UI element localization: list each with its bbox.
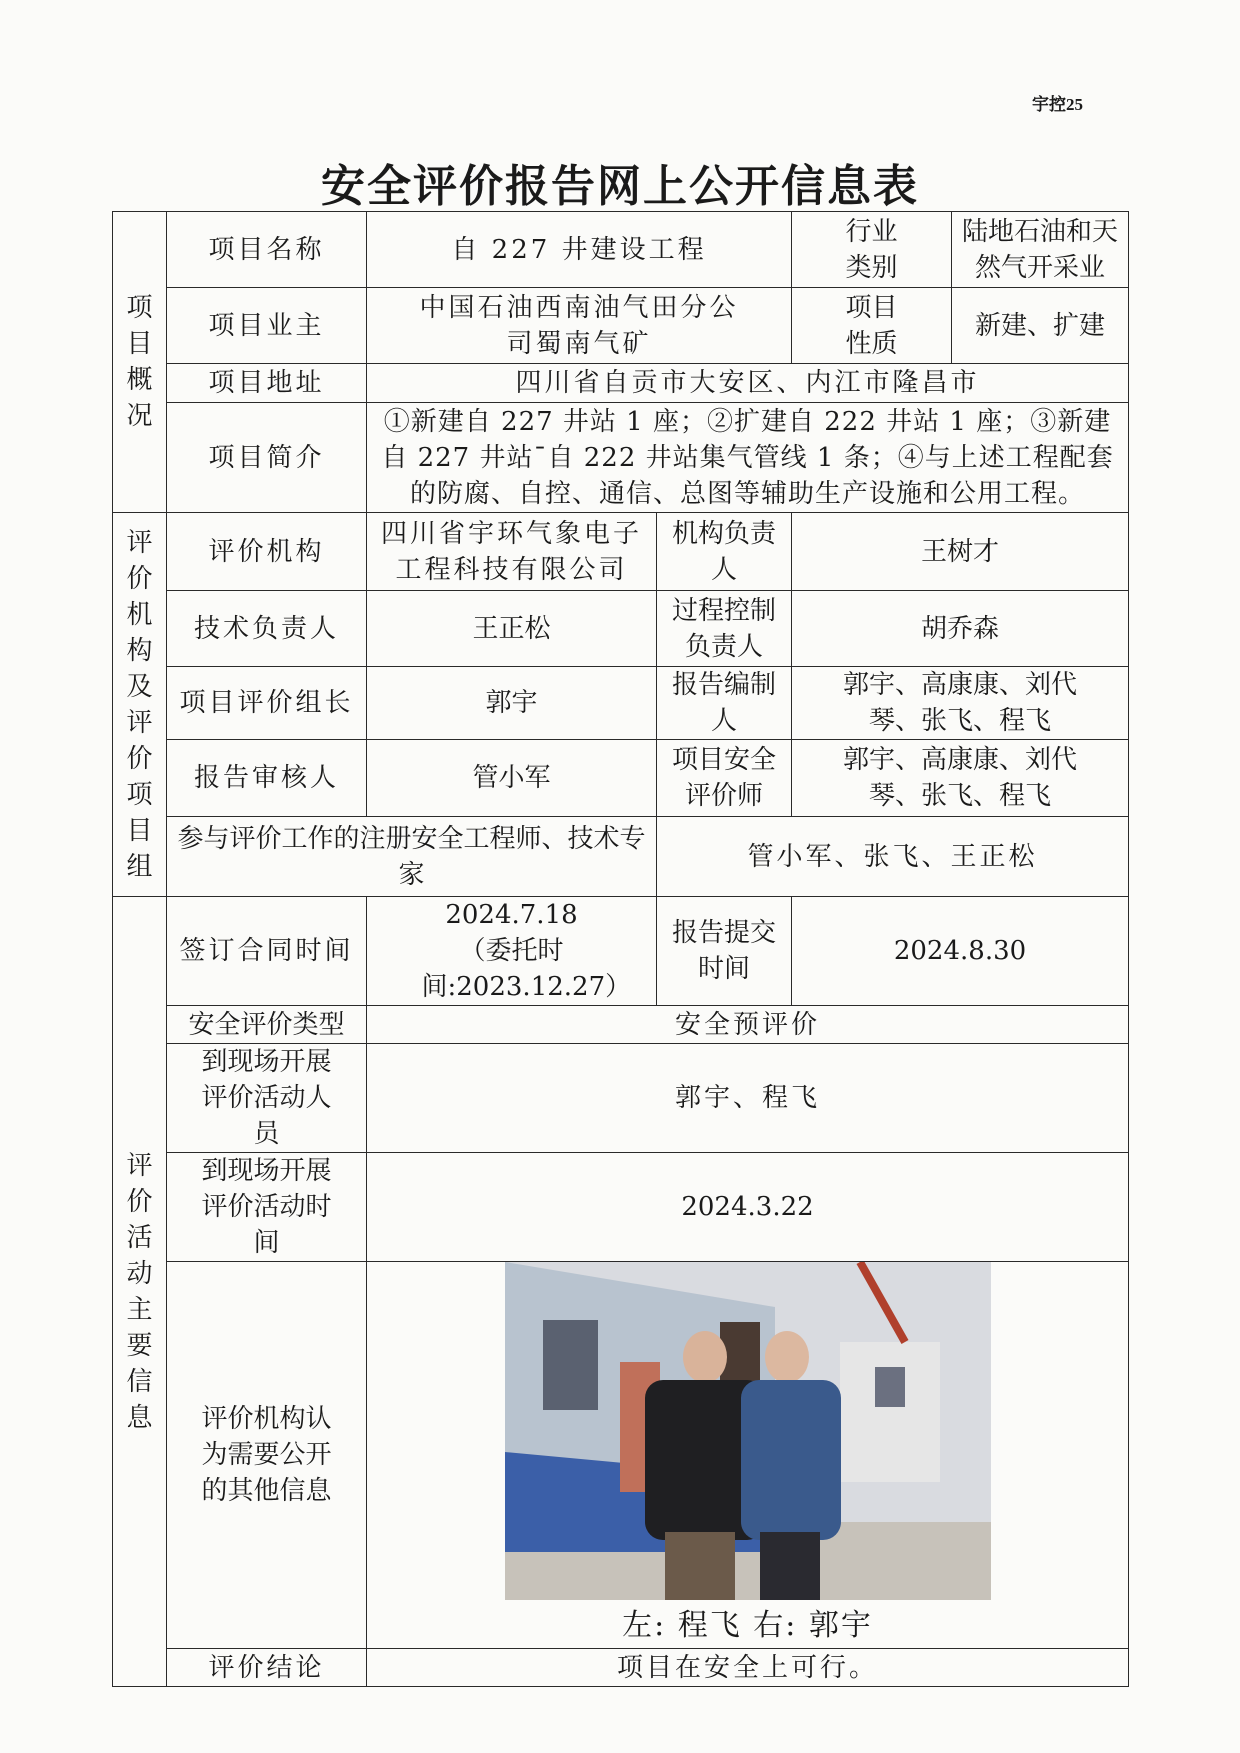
label-eval-type: 安全评价类型 [167,1006,367,1044]
value-site-staff: 郭宇、程飞 [367,1044,1129,1153]
value-conclusion: 项目在安全上可行。 [367,1649,1129,1687]
value-owner: 中国石油西南油气田分公司蜀南气矿 [367,288,792,364]
value-engineers: 管小军、张飞、王正松 [657,817,1129,897]
value-address: 四川省自贡市大安区、内江市隆昌市 [367,364,1129,403]
value-nature: 新建、扩建 [952,288,1129,364]
row-address [113,364,1129,403]
label-team-leader: 项目评价组长 [167,667,367,740]
row-site-staff [113,1044,1129,1153]
section-activity [113,897,167,1687]
label-nature: 项目性质 [792,288,952,364]
row-eval-type [113,1006,1129,1044]
photo-window-right [875,1367,905,1407]
value-agency-head: 王树才 [792,513,1129,591]
document-code: 宇控25 [1032,95,1083,114]
row-other-info [113,1262,1129,1649]
value-eval-type: 安全预评价 [367,1006,1129,1044]
label-site-staff: 到现场开展评价活动人员 [167,1044,367,1153]
page-title: 安全评价报告网上公开信息表 [321,161,919,212]
value-team-leader: 郭宇 [367,667,657,740]
row-team-leader [113,667,1129,740]
label-other-info: 评价机构认为需要公开的其他信息 [167,1262,367,1649]
label-address: 项目地址 [167,364,367,403]
label-safety-assessor: 项目安全评价师 [657,740,792,817]
label-brief: 项目简介 [167,403,367,513]
row-reviewer [113,740,1129,817]
photo-container-right [840,1342,940,1482]
row-owner [113,288,1129,364]
label-report-writer: 报告编制人 [657,667,792,740]
value-project-name: 自 227 井建设工程 [367,212,792,288]
photo-person-left-legs [665,1532,735,1600]
row-brief [113,403,1129,513]
value-site-time: 2024.3.22 [367,1153,1129,1262]
photo-window [543,1320,598,1410]
row-engineers [113,817,1129,897]
value-reviewer: 管小军 [367,740,657,817]
label-agency-head: 机构负责人 [657,513,792,591]
label-tech-head: 技术负责人 [167,591,367,667]
row-conclusion [113,1649,1129,1687]
section-overview [113,212,167,513]
row-project-name [113,212,1129,288]
value-agency: 四川省宇环气象电子工程科技有限公司 [367,513,657,591]
row-agency [113,513,1129,591]
value-industry: 陆地石油和天然气开采业 [952,212,1129,288]
value-other-info [367,1262,1129,1649]
label-site-time: 到现场开展评价活动时间 [167,1153,367,1262]
label-industry: 行业类别 [792,212,952,288]
label-engineers: 参与评价工作的注册安全工程师、技术专家 [167,817,657,897]
row-contract [113,897,1129,1006]
value-safety-assessor: 郭宇、高康康、刘代琴、张飞、程飞 [792,740,1129,817]
info-table [112,211,1129,1687]
label-reviewer: 报告审核人 [167,740,367,817]
row-tech-head [113,591,1129,667]
photo-person-right-body [741,1380,841,1540]
entrust-time: （委托时间:2023.12.27） [421,936,632,1002]
value-tech-head: 王正松 [367,591,657,667]
site-photo [505,1262,991,1600]
contract-date: 2024.7.18 [445,900,578,930]
value-brief: ①新建自 227 井站 1 座；②扩建自 222 井站 1 座；③新建自 227 井站¯自 222 井站集气管线 1 条；④与上述工程配套的防腐、自控、通信、总图等辅助生产设施和公用工程。 [367,403,1129,513]
photo-person-right-legs [760,1532,820,1600]
value-process-head: 胡乔森 [792,591,1129,667]
photo-person-left-head [683,1331,727,1383]
photo-caption: 左: 程飞 右: 郭宇 [622,1608,873,1643]
label-project-name: 项目名称 [167,212,367,288]
label-contract-time: 签订合同时间 [167,897,367,1006]
label-agency: 评价机构 [167,513,367,591]
section-agency-label: 评价机构及评价项目组 [126,527,153,882]
section-agency [113,513,167,897]
label-conclusion: 评价结论 [167,1649,367,1687]
value-submit-time: 2024.8.30 [792,897,1129,1006]
section-overview-label: 项目概况 [126,293,153,431]
row-site-time [113,1153,1129,1262]
value-contract-time [367,897,657,1006]
label-submit-time: 报告提交时间 [657,897,792,1006]
label-process-head: 过程控制负责人 [657,591,792,667]
section-activity-label: 评价活动主要信息 [126,1150,153,1433]
photo-person-right-head [765,1331,809,1383]
label-owner: 项目业主 [167,288,367,364]
value-report-writer: 郭宇、高康康、刘代琴、张飞、程飞 [792,667,1129,740]
